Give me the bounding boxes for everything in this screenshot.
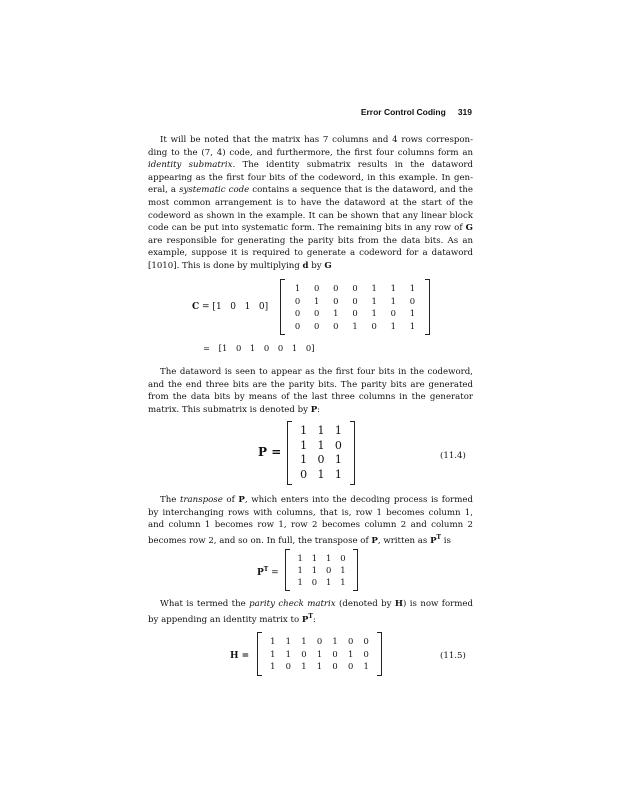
h-cell-1-3: 1 xyxy=(301,636,307,646)
h-cell-2-1: 1 xyxy=(270,648,276,659)
symbol-G-2: G xyxy=(324,260,332,271)
matrix-p-transpose xyxy=(285,549,358,591)
matrix-h xyxy=(257,632,382,676)
g-cell-1-1: 1 xyxy=(294,283,301,293)
symbol-H: H xyxy=(394,599,404,609)
p-cell-2-1: 1 xyxy=(300,438,308,452)
h-cell-3-6: 0 xyxy=(347,661,354,672)
para3-text-4: , written as xyxy=(377,535,431,546)
p-cell-4-1: 0 xyxy=(300,467,308,481)
para1-text-4: are responsible for generating the parity bits from the data bits. As an example, suppose it is required to generate a codeword for a dataword [1010]. This is done by multiplying xyxy=(148,235,473,271)
term-systematic-code: systematic code xyxy=(179,185,250,196)
para1-text-3: contains a sequence that is the dataword, and the most common arrangement is to have the dataword at the start of the codeword as shown in the example. It can be shown that any linear block code can be put into systematic form. The remaining bits in any row of xyxy=(148,185,473,234)
symbol-P-4: P xyxy=(430,535,437,546)
pt-cell-1-1: 1 xyxy=(297,553,303,563)
para4-colon: : xyxy=(312,614,316,625)
g-cell-1-6: 1 xyxy=(390,283,396,293)
term-parity-check-matrix: parity check matrix xyxy=(249,599,336,609)
pt-cell-3-4: 1 xyxy=(340,577,346,587)
pt-cell-2-3: 0 xyxy=(325,565,332,575)
g-cell-3-6: 0 xyxy=(390,308,396,318)
symbol-G: G xyxy=(465,223,473,234)
para2-colon: : xyxy=(317,404,321,415)
h-cell-2-4: 1 xyxy=(316,648,323,659)
p-cell-1-3: 1 xyxy=(334,424,342,437)
para3-text-3: , which enters into the decoding process is formed by interchanging rows with columns, that is, row 1 becomes column 1, and column 1 becomes row 1, row 2 becomes column 2 and column 2 becomes row 2, and so on. In full, the transpose of xyxy=(148,495,473,546)
g-cell-4-1: 0 xyxy=(294,320,301,331)
g-cell-2-1: 0 xyxy=(294,295,301,306)
g-cell-3-1: 0 xyxy=(294,308,301,318)
paragraph-1 xyxy=(148,134,473,273)
symbol-d: d xyxy=(302,260,309,271)
h-cell-3-3: 1 xyxy=(301,661,307,672)
g-cell-2-7: 0 xyxy=(409,295,416,306)
g-cell-1-3: 0 xyxy=(333,283,339,293)
h-cell-1-4: 0 xyxy=(316,636,323,646)
pt-cell-3-3: 1 xyxy=(325,577,332,587)
pt-cell-3-2: 0 xyxy=(311,577,318,587)
term-transpose: transpose xyxy=(179,495,223,505)
page-number: 319 xyxy=(457,107,472,117)
para1-text-5: by xyxy=(308,260,325,271)
g-cell-2-3: 0 xyxy=(333,295,339,306)
pt-cell-2-2: 1 xyxy=(311,565,318,575)
equation-number-11-4: (11.4) xyxy=(440,451,466,461)
h-cell-3-7: 1 xyxy=(363,661,369,672)
symbol-P-3: P xyxy=(371,535,378,546)
pt-cell-2-4: 1 xyxy=(340,565,346,575)
h-cell-2-3: 0 xyxy=(301,648,307,659)
h-cell-3-2: 0 xyxy=(285,661,292,672)
superscript-T: T xyxy=(436,533,442,541)
p-cell-1-2: 1 xyxy=(317,424,325,437)
h-cell-3-5: 0 xyxy=(332,661,338,672)
paragraph-4 xyxy=(148,598,473,626)
para3-text: The xyxy=(160,495,180,505)
para2-text: The dataword is seen to appear as the first four bits in the codeword, and the end three bits are the parity bits. The parity bits are generated from the data bits by means of the last three columns in the generator matrix. This submatrix is denoted by xyxy=(148,367,473,415)
pt-cell-1-3: 1 xyxy=(325,553,332,563)
symbol-P: P xyxy=(310,404,318,415)
g-cell-4-6: 1 xyxy=(390,320,396,331)
g-cell-2-4: 0 xyxy=(352,295,358,306)
paragraph-3 xyxy=(148,494,473,547)
p-cell-3-1: 1 xyxy=(300,453,308,466)
h-cell-2-6: 1 xyxy=(347,648,354,659)
p-cell-3-2: 0 xyxy=(317,453,325,466)
g-cell-1-4: 0 xyxy=(352,283,358,293)
matrix-g xyxy=(280,279,430,335)
p-cell-2-3: 0 xyxy=(334,438,342,452)
g-cell-2-2: 1 xyxy=(314,295,320,306)
g-cell-3-5: 1 xyxy=(371,308,377,318)
eq-h-label: H = xyxy=(230,651,250,661)
header-title: Error Control Coding xyxy=(360,107,446,117)
pt-cell-1-2: 1 xyxy=(311,553,318,563)
symbol-P-2: P xyxy=(238,495,245,505)
h-cell-3-1: 1 xyxy=(270,661,276,672)
g-cell-1-7: 1 xyxy=(409,283,416,293)
term-identity-submatrix: identity submatrix. xyxy=(148,160,236,171)
eq-p-label: P = xyxy=(258,445,282,459)
h-cell-1-5: 1 xyxy=(332,636,338,646)
eq-pt-label: $P^T$ = xyxy=(257,566,279,578)
g-cell-1-2: 0 xyxy=(314,283,320,293)
p-cell-4-2: 1 xyxy=(317,467,325,481)
p-cell-1-1: 1 xyxy=(300,424,308,437)
h-cell-1-6: 0 xyxy=(347,636,354,646)
pt-cell-3-1: 1 xyxy=(297,577,303,587)
para4-text: What is termed the xyxy=(160,599,250,609)
g-cell-4-2: 0 xyxy=(314,320,320,331)
h-cell-2-7: 0 xyxy=(363,648,369,659)
g-cell-3-7: 1 xyxy=(409,308,416,318)
running-header xyxy=(152,107,472,121)
p-cell-3-3: 1 xyxy=(334,453,342,466)
g-cell-2-5: 1 xyxy=(371,295,377,306)
g-cell-2-6: 1 xyxy=(390,295,396,306)
pt-cell-2-1: 1 xyxy=(297,565,303,575)
symbol-P-5: P xyxy=(301,614,309,625)
g-cell-4-3: 0 xyxy=(333,320,339,331)
h-cell-1-7: 0 xyxy=(363,636,369,646)
para4-text-3: ) is now formed by appending an identity matrix to xyxy=(148,599,473,625)
paragraph-2 xyxy=(148,366,473,416)
g-cell-3-2: 0 xyxy=(314,308,320,318)
para4-text-2: (denoted by xyxy=(335,599,395,609)
para3-text-2: of xyxy=(222,495,239,505)
g-cell-4-5: 0 xyxy=(371,320,377,331)
eq-c-result: = [1 0 1 0 0 1 0] xyxy=(203,343,315,353)
para1-text: It will be noted that the matrix has 7 columns and 4 rows correspon-ding to the (7, 4) code, and furthermore, the first four columns form an xyxy=(148,135,473,158)
para3-text-5: is xyxy=(441,535,451,546)
p-cell-2-2: 1 xyxy=(317,438,325,452)
g-cell-4-7: 1 xyxy=(409,320,416,331)
pt-cell-1-4: 0 xyxy=(340,553,346,563)
h-cell-1-2: 1 xyxy=(285,636,292,646)
h-cell-2-2: 1 xyxy=(285,648,292,659)
p-cell-4-3: 1 xyxy=(334,467,342,481)
matrix-p xyxy=(287,421,355,485)
g-cell-3-4: 0 xyxy=(352,308,358,318)
g-cell-3-3: 1 xyxy=(333,308,339,318)
eq-c-label: C = [1 0 1 0] xyxy=(192,302,269,312)
equation-number-11-5: (11.5) xyxy=(440,651,466,661)
superscript-T-2: T xyxy=(308,612,313,620)
h-cell-2-5: 0 xyxy=(332,648,338,659)
h-cell-1-1: 1 xyxy=(270,636,276,646)
h-cell-3-4: 1 xyxy=(316,661,323,672)
para1-text-2: The identity submatrix results in the dataword appearing as the first four bits of the codeword, in this example. In gen-eral, a xyxy=(148,160,473,196)
g-cell-4-4: 1 xyxy=(352,320,358,331)
g-cell-1-5: 1 xyxy=(371,283,377,293)
